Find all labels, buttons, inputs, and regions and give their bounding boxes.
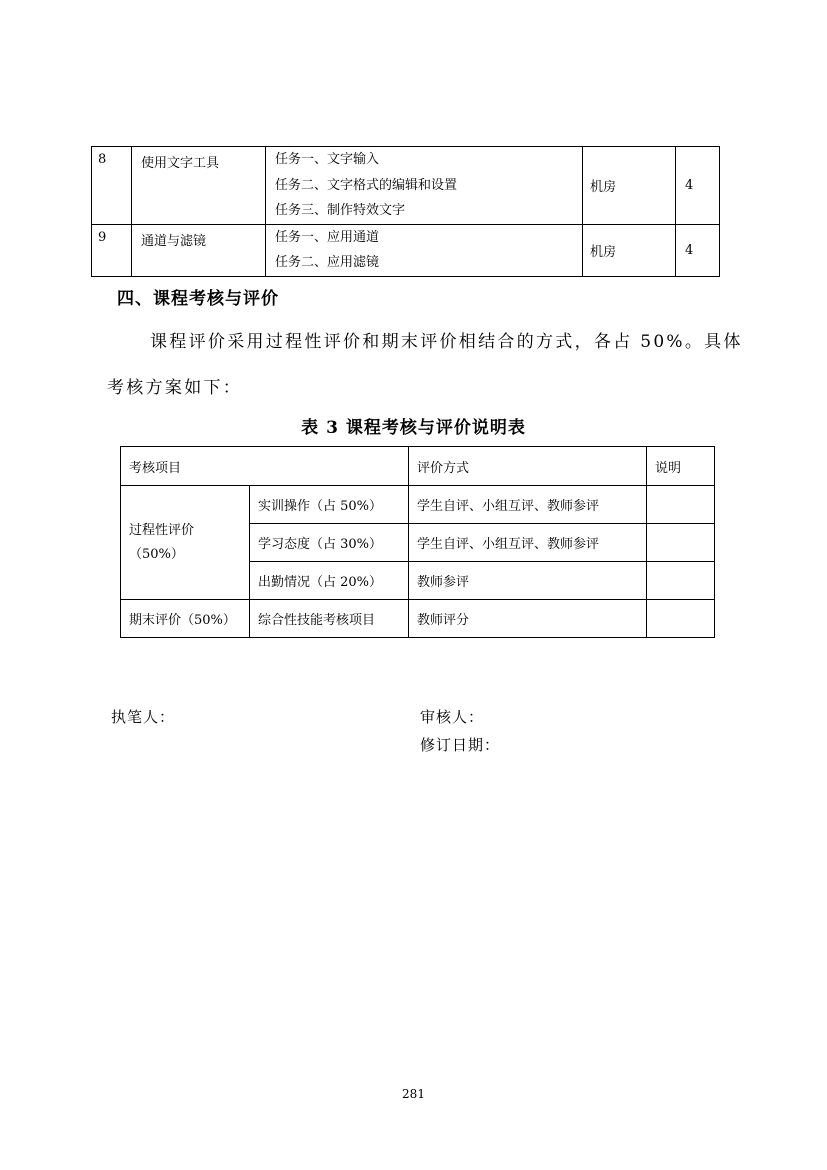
final-eval-label: 期末评价（50%） xyxy=(121,600,250,638)
revision-date-label: 修订日期： xyxy=(420,736,501,754)
paragraph-line: 课程评价采用过程性评价和期末评价相结合的方式，各占 50%。具体 xyxy=(150,332,743,352)
sub-item: 实训操作（占 50%） xyxy=(250,486,409,524)
section-heading: 四、课程考核与评价 xyxy=(117,289,279,309)
row-number: 8 xyxy=(92,147,132,225)
table-row xyxy=(92,147,720,225)
task-item: 任务一、应用通道 xyxy=(275,229,380,245)
header-method: 评价方式 xyxy=(409,447,647,486)
task-item: 任务二、应用滤镜 xyxy=(275,255,380,270)
sub-item: 出勤情况（占 20%） xyxy=(250,562,409,600)
sub-item: 综合性技能考核项目 xyxy=(250,600,409,638)
table-header-row xyxy=(121,447,715,486)
task-item: 任务三、制作特效文字 xyxy=(275,203,406,218)
task-list xyxy=(266,224,583,276)
hours: 4 xyxy=(676,224,720,276)
task-item: 任务一、文字输入 xyxy=(275,152,380,167)
project-name: 通道与滤镜 xyxy=(132,224,266,276)
project-name: 使用文字工具 xyxy=(132,147,266,225)
eval-note xyxy=(647,600,715,638)
task-list xyxy=(266,147,583,225)
row-number: 9 xyxy=(92,224,132,276)
table-caption: 表 3 课程考核与评价说明表 xyxy=(301,418,526,438)
task-item: 任务二、文字格式的编辑和设置 xyxy=(275,177,458,193)
eval-method: 学生自评、小组互评、教师参评 xyxy=(409,524,647,562)
paragraph-line: 考核方案如下： xyxy=(107,378,243,398)
sub-item: 学习态度（占 30%） xyxy=(250,524,409,562)
eval-method: 教师参评 xyxy=(409,562,647,600)
eval-note xyxy=(647,486,715,524)
page-number: 281 xyxy=(402,1087,425,1101)
process-eval-title: 过程性评价 xyxy=(129,522,195,538)
header-note: 说明 xyxy=(647,447,715,486)
venue: 机房 xyxy=(583,147,676,225)
process-eval-label xyxy=(121,486,250,600)
venue: 机房 xyxy=(583,224,676,276)
eval-note xyxy=(647,524,715,562)
writer-label: 执笔人： xyxy=(111,708,176,726)
eval-method: 教师评分 xyxy=(409,600,647,638)
hours: 4 xyxy=(676,147,720,225)
reviewer-label: 审核人： xyxy=(420,708,485,726)
eval-method: 学生自评、小组互评、教师参评 xyxy=(409,486,647,524)
table-row xyxy=(121,486,715,524)
table-row xyxy=(121,600,715,638)
table-row xyxy=(92,224,720,276)
evaluation-table xyxy=(120,446,715,638)
process-eval-weight: （50%） xyxy=(129,546,184,562)
task-table xyxy=(91,146,720,277)
eval-note xyxy=(647,562,715,600)
header-item: 考核项目 xyxy=(121,447,409,486)
